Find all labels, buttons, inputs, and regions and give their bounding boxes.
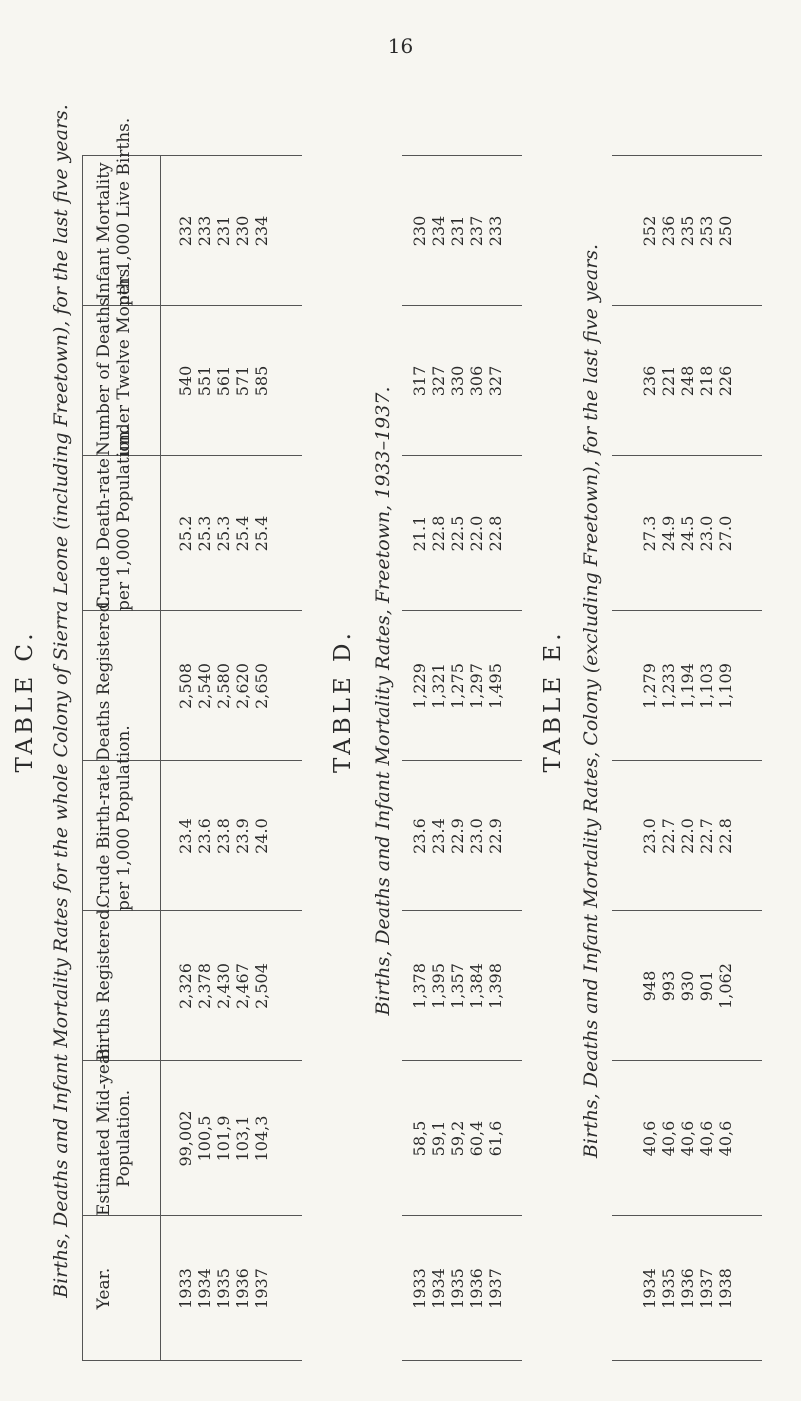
table-d-caption: Births, Deaths and Infant Mortality Rates, Freetown, 1933–1937. [372,386,394,1016]
table-e-col-death_rate: 27.3 24.9 24.5 23.0 27.0 [640,515,735,552]
table-e-col-infant_mortality: 252 236 235 253 250 [640,215,735,247]
page-number: 16 [387,34,414,58]
table-d-label: TABLE D. [330,629,356,773]
table-d-col-deaths: 1,229 1,321 1,275 1,297 1,495 [410,663,505,709]
table-c-col-birth_rate: 23.4 23.6 23.8 23.9 24.0 [176,818,271,854]
table-e-col-deaths: 1,279 1,233 1,194 1,103 1,109 [640,663,735,709]
column-header: Crude Birth-rate per 1,000 Population. [94,725,134,911]
table-d-col-population: 58,5 59,1 59,2 60,4 61,6 [410,1120,505,1157]
table-d-col-infant_deaths: 317 327 330 306 327 [410,365,505,397]
table-c-label: TABLE C. [12,629,38,773]
table-d-col-birth_rate: 23.6 23.4 22.9 23.0 22.9 [410,818,505,854]
table-c-col-death_rate: 25.2 25.3 25.3 25.4 25.4 [176,515,271,552]
column-header: Crude Death-rate per 1,000 Population. [94,425,134,611]
table-d-col-years: 1933 1934 1935 1936 1937 [410,1268,505,1309]
table-e-col-birth_rate: 23.0 22.7 22.0 22.7 22.8 [640,818,735,854]
table-d-col-infant_mortality: 230 234 231 237 233 [410,215,505,247]
table-e-label: TABLE E. [540,629,566,773]
table-c-header-rule [160,156,161,1361]
table-e-col-infant_deaths: 236 221 248 218 226 [640,365,735,397]
table-d-col-death_rate: 21.1 22.8 22.5 22.0 22.8 [410,515,505,552]
table-e-col-births: 948 993 930 901 1,062 [640,963,735,1009]
table-d-col-births: 1,378 1,395 1,357 1,384 1,398 [410,963,505,1009]
table-c-col-years: 1933 1934 1935 1936 1937 [176,1268,271,1309]
table-c-col-population: 99,002 100,5 101,9 103,1 104,3 [176,1110,271,1167]
table-c-top-rule [82,156,83,1361]
table-c-col-births: 2,326 2,378 2,430 2,467 2,504 [176,963,271,1009]
column-header: Year. [94,1267,114,1310]
table-c-col-deaths: 2,508 2,540 2,580 2,620 2,650 [176,663,271,709]
column-header: Infant Mortality per 1,000 Live Births. [94,117,134,306]
column-header: Number of Deaths under Twelve Months. [94,263,134,456]
column-header: Deaths Registered. [94,595,114,761]
table-e-col-population: 40,6 40,6 40,6 40,6 40,6 [640,1120,735,1157]
column-header: Births Registered. [94,903,114,1061]
table-c-col-infant_mortality: 232 233 231 230 234 [176,215,271,247]
table-c-col-infant_deaths: 540 551 561 571 585 [176,365,271,397]
column-header: Estimated Mid-year Population. [94,1045,134,1216]
table-c-caption: Births, Deaths and Infant Mortality Rates for the whole Colony of Sierra Leone (including Freetown), for the last five years. [50,104,72,1298]
table-e-caption: Births, Deaths and Infant Mortality Rates, Colony (excluding Freetown), for the last five years. [580,243,602,1159]
table-e-col-years: 1934 1935 1936 1937 1938 [640,1268,735,1309]
